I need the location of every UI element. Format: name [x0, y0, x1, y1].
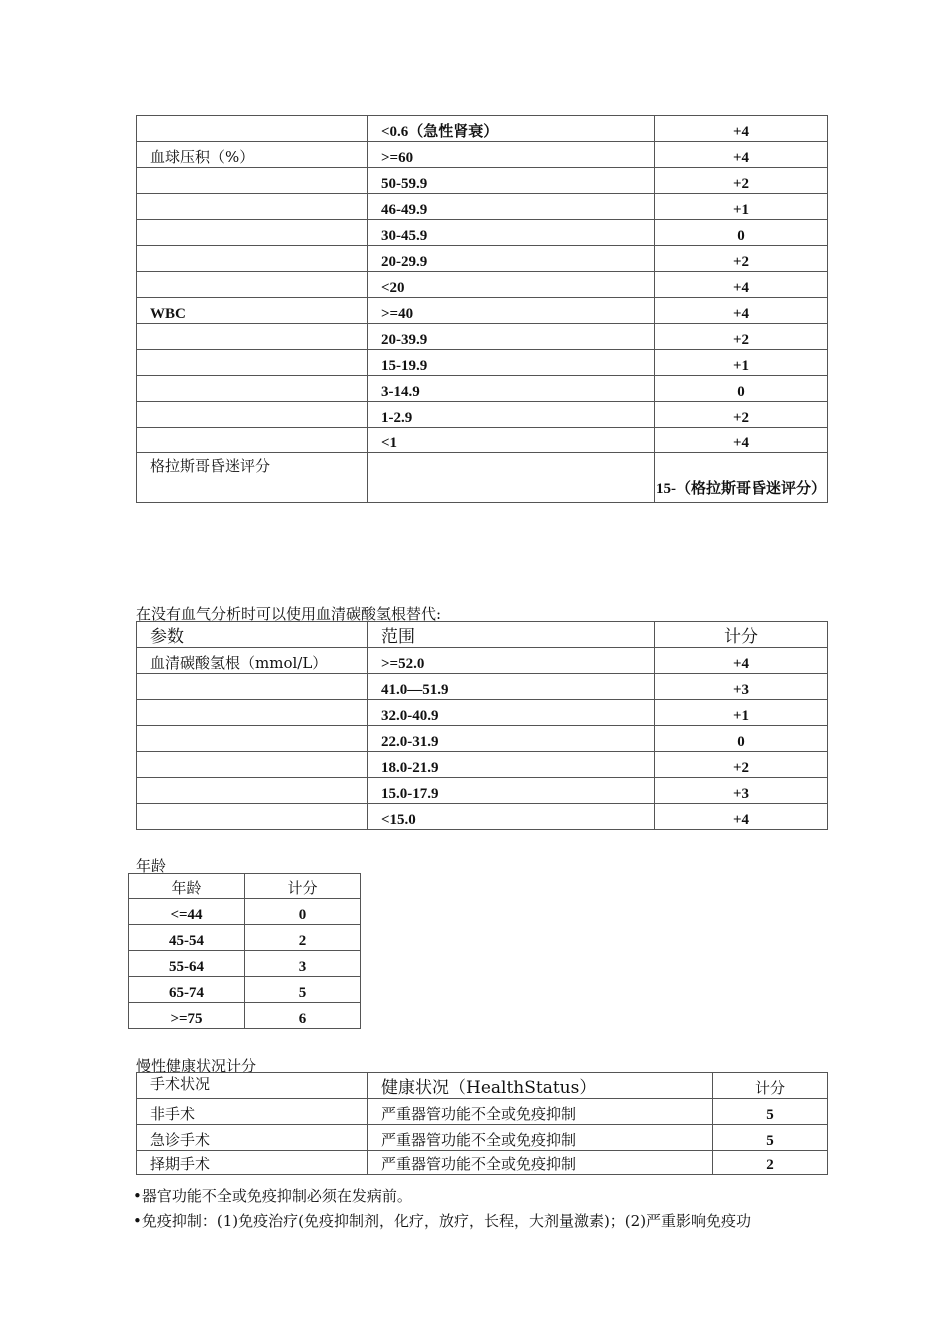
table-row — [137, 453, 828, 503]
score-cell: +3 — [655, 778, 828, 804]
age-cell: 55-64 — [129, 951, 245, 977]
health-cell: 严重器管功能不全或免疫抑制 — [368, 1125, 713, 1151]
header-range: 范围 — [368, 622, 655, 648]
table-row — [137, 752, 828, 778]
age-caption: 年龄 — [136, 857, 167, 875]
age-cell: >=75 — [129, 1003, 245, 1029]
surgery-cell: 择期手术 — [137, 1151, 368, 1175]
score-cell: +4 — [655, 648, 828, 674]
table-row — [129, 1003, 361, 1029]
score-cell: +4 — [655, 142, 828, 168]
range-cell: >=60 — [368, 142, 655, 168]
param-cell — [137, 194, 368, 220]
score-cell: +1 — [655, 194, 828, 220]
range-cell: 3-14.9 — [368, 376, 655, 402]
header-surgery: 手术状况 — [137, 1073, 368, 1099]
table-row — [137, 350, 828, 376]
health-cell: 严重器管功能不全或免疫抑制 — [368, 1151, 713, 1175]
header-age: 年龄 — [129, 874, 245, 899]
param-cell — [137, 778, 368, 804]
score-cell: +4 — [655, 804, 828, 830]
score-cell: +4 — [655, 298, 828, 324]
range-cell: 32.0-40.9 — [368, 700, 655, 726]
param-cell — [137, 804, 368, 830]
table-row — [129, 951, 361, 977]
param-cell: 血清碳酸氢根（mmol/L） — [137, 648, 368, 674]
header-score: 计分 — [713, 1073, 828, 1099]
header-score: 计分 — [655, 622, 828, 648]
table-row — [137, 142, 828, 168]
table-row — [137, 648, 828, 674]
table-row — [137, 700, 828, 726]
param-cell — [137, 246, 368, 272]
range-cell: >=40 — [368, 298, 655, 324]
table-row — [137, 272, 828, 298]
range-cell: 15-19.9 — [368, 350, 655, 376]
table-row — [137, 298, 828, 324]
score-cell: +2 — [655, 324, 828, 350]
range-cell: <20 — [368, 272, 655, 298]
chronic-health-caption: 慢性健康状况计分 — [136, 1057, 257, 1075]
param-cell — [137, 674, 368, 700]
range-cell: 18.0-21.9 — [368, 752, 655, 778]
param-cell — [137, 428, 368, 453]
param-cell — [137, 220, 368, 246]
table-row — [137, 402, 828, 428]
range-cell: <15.0 — [368, 804, 655, 830]
header-param: 参数 — [137, 622, 368, 648]
param-cell — [137, 752, 368, 778]
range-cell: 46-49.9 — [368, 194, 655, 220]
header-health: 健康状况（HealthStatus） — [368, 1073, 713, 1099]
score-table-hematology — [136, 115, 828, 503]
score-cell: 3 — [245, 951, 361, 977]
table-row — [129, 925, 361, 951]
score-cell: 5 — [713, 1099, 828, 1125]
range-cell: <1 — [368, 428, 655, 453]
table-row — [137, 246, 828, 272]
range-cell: 50-59.9 — [368, 168, 655, 194]
param-cell — [137, 116, 368, 142]
score-cell: +4 — [655, 116, 828, 142]
range-cell: 15.0-17.9 — [368, 778, 655, 804]
score-cell: 2 — [713, 1151, 828, 1175]
score-cell: +4 — [655, 272, 828, 298]
param-cell — [137, 350, 368, 376]
age-cell: 45-54 — [129, 925, 245, 951]
surgery-cell: 急诊手术 — [137, 1125, 368, 1151]
score-cell: +4 — [655, 428, 828, 453]
table-row — [137, 804, 828, 830]
score-cell: 0 — [655, 376, 828, 402]
range-cell: 41.0—51.9 — [368, 674, 655, 700]
param-cell — [137, 700, 368, 726]
score-table-bicarbonate — [136, 621, 828, 830]
score-cell: 0 — [655, 726, 828, 752]
param-cell — [137, 402, 368, 428]
table-row — [137, 674, 828, 700]
table-row — [137, 778, 828, 804]
range-cell: >=52.0 — [368, 648, 655, 674]
score-cell: 15-（格拉斯哥昏迷评分） — [655, 453, 828, 503]
note-1: •器官功能不全或免疫抑制必须在发病前。 — [133, 1187, 412, 1205]
param-cell: 血球压积（%） — [137, 142, 368, 168]
age-cell: 65-74 — [129, 977, 245, 1003]
table-row — [137, 1125, 828, 1151]
range-cell: 22.0-31.9 — [368, 726, 655, 752]
score-cell: +2 — [655, 752, 828, 778]
score-cell: +1 — [655, 350, 828, 376]
score-cell: +1 — [655, 700, 828, 726]
range-cell: 1-2.9 — [368, 402, 655, 428]
bicarbonate-caption: 在没有血气分析时可以使用血清碳酸氢根替代: — [136, 605, 442, 623]
param-cell — [137, 726, 368, 752]
score-cell: 6 — [245, 1003, 361, 1029]
health-cell: 严重器管功能不全或免疫抑制 — [368, 1099, 713, 1125]
score-cell: +2 — [655, 246, 828, 272]
param-cell — [137, 324, 368, 350]
header-score: 计分 — [245, 874, 361, 899]
range-cell: 20-29.9 — [368, 246, 655, 272]
param-cell: WBC — [137, 298, 368, 324]
age-cell: <=44 — [129, 899, 245, 925]
score-table-chronic-health — [136, 1072, 828, 1175]
score-cell: +2 — [655, 168, 828, 194]
table-row — [137, 1151, 828, 1175]
table-row — [137, 324, 828, 350]
score-cell: 2 — [245, 925, 361, 951]
score-cell: 0 — [655, 220, 828, 246]
table-row — [137, 726, 828, 752]
surgery-cell: 非手术 — [137, 1099, 368, 1125]
score-cell: 5 — [245, 977, 361, 1003]
score-cell: 5 — [713, 1125, 828, 1151]
table-row — [137, 220, 828, 246]
score-cell: 0 — [245, 899, 361, 925]
param-cell: 格拉斯哥昏迷评分 — [137, 453, 368, 503]
param-cell — [137, 376, 368, 402]
table-row — [137, 194, 828, 220]
table-row — [137, 116, 828, 142]
param-cell — [137, 168, 368, 194]
score-cell: +3 — [655, 674, 828, 700]
table-row — [129, 977, 361, 1003]
range-cell — [368, 453, 655, 503]
range-cell: 30-45.9 — [368, 220, 655, 246]
range-cell: <0.6（急性肾衰） — [368, 116, 655, 142]
table-row — [137, 428, 828, 453]
score-cell: +2 — [655, 402, 828, 428]
param-cell — [137, 272, 368, 298]
note-2: •免疫抑制：(1)免疫治疗(免疫抑制剂，化疗，放疗，长程，大剂量激素)；(2)严重影响免疫功 — [133, 1212, 752, 1230]
table-row — [137, 376, 828, 402]
table-row — [137, 168, 828, 194]
table-row — [129, 899, 361, 925]
range-cell: 20-39.9 — [368, 324, 655, 350]
table-row — [137, 1099, 828, 1125]
score-table-age — [128, 873, 361, 1029]
